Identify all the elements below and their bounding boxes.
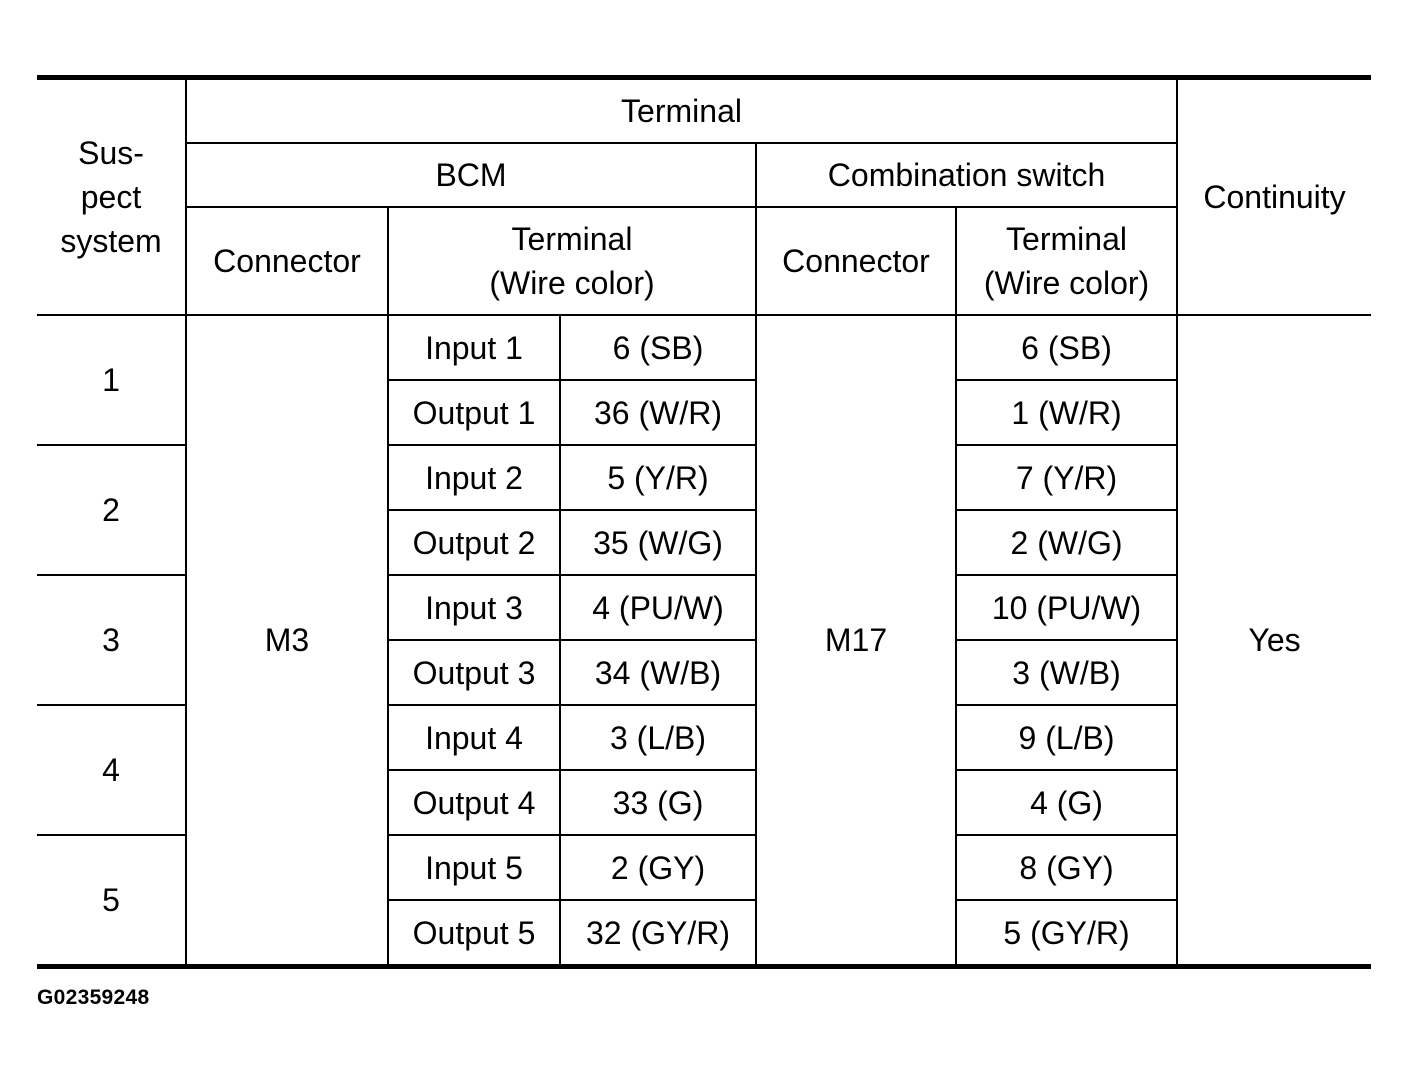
suspect-system-cell: 4 [37,705,186,835]
bcm-terminal-cell: 35 (W/G) [560,510,756,575]
signal-cell: Input 1 [388,315,560,380]
terminal-group-header: Terminal [186,78,1177,144]
combination-switch-header: Combination switch [756,143,1177,207]
continuity-table-container [37,75,1371,969]
switch-terminal-cell: 9 (L/B) [956,705,1177,770]
switch-terminal-header-line-2: (Wire color) [983,265,1150,301]
suspect-system-header-line-1: Sus- [78,135,144,171]
suspect-system-header [37,78,186,316]
table-row [37,315,1371,380]
suspect-system-cell: 5 [37,835,186,967]
switch-terminal-cell: 5 (GY/R) [956,900,1177,967]
switch-terminal-cell: 4 (G) [956,770,1177,835]
bcm-terminal-cell: 36 (W/R) [560,380,756,445]
bcm-terminal-cell: 3 (L/B) [560,705,756,770]
suspect-system-header-line-3: system [60,223,162,259]
switch-terminal-cell: 2 (W/G) [956,510,1177,575]
signal-cell: Output 1 [388,380,560,445]
signal-cell: Input 3 [388,575,560,640]
switch-terminal-cell: 3 (W/B) [956,640,1177,705]
signal-cell: Output 5 [388,900,560,967]
continuity-table [37,75,1371,969]
suspect-system-header-line-2: pect [80,179,142,215]
switch-terminal-cell: 1 (W/R) [956,380,1177,445]
suspect-system-cell: 2 [37,445,186,575]
signal-cell: Output 3 [388,640,560,705]
switch-terminal-cell: 10 (PU/W) [956,575,1177,640]
signal-cell: Input 5 [388,835,560,900]
bcm-terminal-cell: 33 (G) [560,770,756,835]
switch-terminal-header [956,207,1177,315]
bcm-terminal-cell: 5 (Y/R) [560,445,756,510]
signal-cell: Input 4 [388,705,560,770]
signal-cell: Output 4 [388,770,560,835]
bcm-terminal-header-line-2: (Wire color) [489,265,655,301]
continuity-header: Continuity [1177,78,1371,316]
bcm-terminal-cell: 4 (PU/W) [560,575,756,640]
suspect-system-cell: 3 [37,575,186,705]
bcm-terminal-header-line-1: Terminal [511,221,633,257]
bcm-terminal-cell: 2 (GY) [560,835,756,900]
bcm-connector-header: Connector [186,207,388,315]
bcm-connector-cell: M3 [186,315,388,967]
bcm-header: BCM [186,143,756,207]
signal-cell: Input 2 [388,445,560,510]
switch-terminal-cell: 8 (GY) [956,835,1177,900]
bcm-terminal-cell: 32 (GY/R) [560,900,756,967]
bcm-terminal-cell: 34 (W/B) [560,640,756,705]
suspect-system-cell: 1 [37,315,186,445]
bcm-terminal-cell: 6 (SB) [560,315,756,380]
switch-terminal-header-line-1: Terminal [1006,221,1127,257]
figure-id: G02359248 [37,986,150,1009]
switch-terminal-cell: 6 (SB) [956,315,1177,380]
signal-cell: Output 2 [388,510,560,575]
bcm-terminal-header [388,207,756,315]
switch-connector-cell: M17 [756,315,956,967]
continuity-cell: Yes [1177,315,1371,967]
switch-terminal-cell: 7 (Y/R) [956,445,1177,510]
switch-connector-header: Connector [756,207,956,315]
